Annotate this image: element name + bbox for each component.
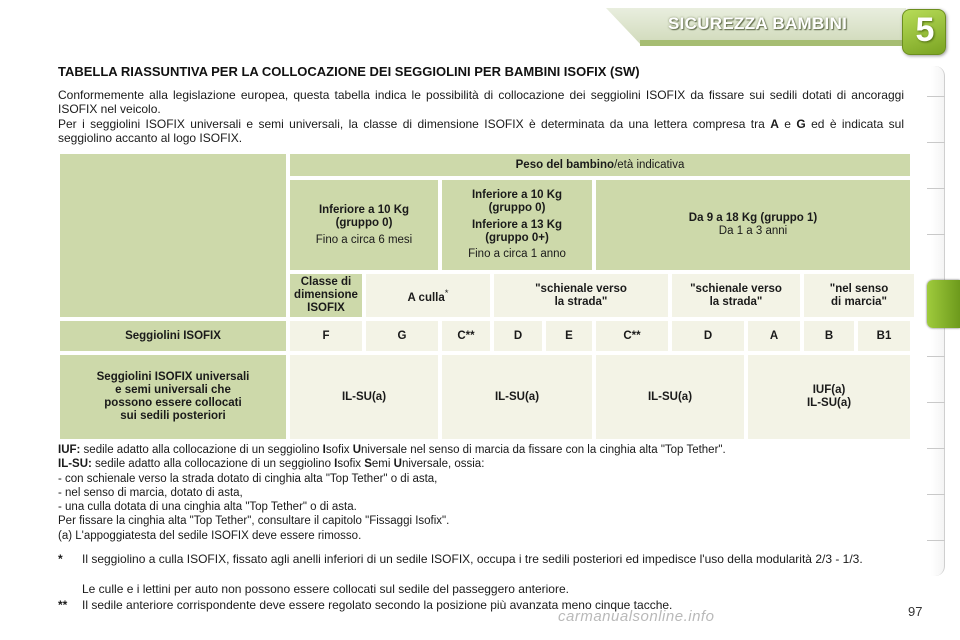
seat-class-cell: E — [546, 321, 592, 351]
seat-class-cell: G — [366, 321, 438, 351]
watermark: carmanualsonline.info — [558, 608, 715, 625]
intro-paragraph-2: Per i seggiolini ISOFIX universali e semi universali, la classe di dimensione ISOFIX è determinata da una lettera compresa tra A e G ed è indicata sul seggiolino accanto al logo ISOFIX. — [58, 117, 904, 145]
side-tab-divider — [927, 448, 945, 449]
universal-cell: IUF(a) IL-SU(a) — [748, 355, 910, 439]
class-cell-rear-facing-1: "schienale verso la strada" — [672, 274, 800, 317]
footnote-single-star: * Il seggiolino a culla ISOFIX, fissato agli anelli inferiori di un sedile ISOFIX, occupa i tre sedili posteriori ed impedisce l'uso della modularità 2/3 - 1/3. — [58, 552, 863, 566]
side-tab-divider — [927, 402, 945, 403]
seat-class-cell: A — [748, 321, 800, 351]
seat-class-cell: C** — [596, 321, 668, 351]
weight-group-0: Inferiore a 10 Kg (gruppo 0) Fino a circa 6 mesi — [290, 180, 438, 270]
seat-class-cell: D — [672, 321, 744, 351]
page-header — [0, 0, 960, 60]
note-list-item: - nel senso di marcia, dotato di asta, — [58, 486, 243, 499]
universal-cell: IL-SU(a) — [290, 355, 438, 439]
chapter-badge — [902, 9, 946, 55]
legend-notes — [58, 443, 908, 543]
weight-group-0plus: Inferiore a 10 Kg (gruppo 0) Inferiore a 13 Kg (gruppo 0+) Fino a circa 1 anno — [442, 180, 592, 270]
note-list-item: - con schienale verso la strada dotato di cinghia alta "Top Tether" o di asta, — [58, 472, 438, 485]
side-tab-divider — [927, 188, 945, 189]
seat-class-cell: F — [290, 321, 362, 351]
class-cell-culla: A culla* — [366, 274, 490, 317]
chapter-number: 5 — [915, 11, 935, 49]
side-tab-divider — [927, 356, 945, 357]
side-tab-divider — [927, 142, 945, 143]
side-tab-divider — [927, 234, 945, 235]
header-underline — [640, 40, 920, 46]
side-tab-active — [927, 280, 960, 328]
footnote-single-star-extra: Le culle e i lettini per auto non possono essere collocati sul sedile del passeggero anteriore. — [82, 582, 569, 596]
class-cell-forward-facing: "nel senso di marcia" — [804, 274, 914, 317]
intro-paragraph-1: Conformemente alla legislazione europea, questa tabella indica le possibilità di collocazione dei seggiolini ISOFIX da fissare sui sedili dotati di ancoraggi ISOFIX nel veicolo. — [58, 88, 904, 116]
note-ilsu: IL-SU: sedile adatto alla collocazione di un seggiolino Isofix Semi Universale, ossia: — [58, 458, 485, 471]
section-title: SICUREZZA BAMBINI — [668, 14, 848, 33]
row-label-universal: Seggiolini ISOFIX universali e semi universali che possono essere collocati sui sedili posteriori — [60, 355, 286, 439]
weight-header: Peso del bambino/età indicativa — [290, 154, 910, 176]
row-label-seats: Seggiolini ISOFIX — [60, 321, 286, 351]
page-title: TABELLA RIASSUNTIVA PER LA COLLOCAZIONE DEI SEGGIOLINI PER BAMBINI ISOFIX (SW) — [58, 64, 640, 79]
seat-class-cell: D — [494, 321, 542, 351]
note-list-item: - una culla dotata di una cinghia alta "Top Tether" o di asta. — [58, 501, 357, 514]
table-corner-cell — [60, 154, 286, 317]
row-label-class: Classe di dimensione ISOFIX — [290, 274, 362, 317]
footnote-double-star: ** Il sedile anteriore corrispondente deve essere regolato secondo la posizione più avanzata meno cinque tacche. — [58, 598, 673, 612]
chapter-side-tabs — [927, 66, 960, 586]
note-headrest: (a) L'appoggiatesta del sedile ISOFIX deve essere rimosso. — [58, 529, 362, 542]
side-tab-divider — [927, 96, 945, 97]
side-tab-divider — [927, 494, 945, 495]
side-tab-divider — [927, 540, 945, 541]
note-iuf: IUF: sedile adatto alla collocazione di un seggiolino Isofix Universale nel senso di marcia da fissare con la cinghia alta "Top Tether". — [58, 444, 726, 456]
seat-class-cell: C** — [442, 321, 490, 351]
page-number: 97 — [908, 604, 923, 619]
universal-cell: IL-SU(a) — [596, 355, 744, 439]
note-top-tether: Per fissare la cinghia alta "Top Tether", consultare il capitolo "Fissaggi Isofix". — [58, 515, 450, 528]
isofix-table — [56, 150, 918, 443]
seat-class-cell: B — [804, 321, 854, 351]
seat-class-cell: B1 — [858, 321, 910, 351]
class-cell-rear-facing-0plus: "schienale verso la strada" — [494, 274, 668, 317]
weight-group-1: Da 9 a 18 Kg (gruppo 1) Da 1 a 3 anni — [596, 180, 910, 270]
universal-cell: IL-SU(a) — [442, 355, 592, 439]
